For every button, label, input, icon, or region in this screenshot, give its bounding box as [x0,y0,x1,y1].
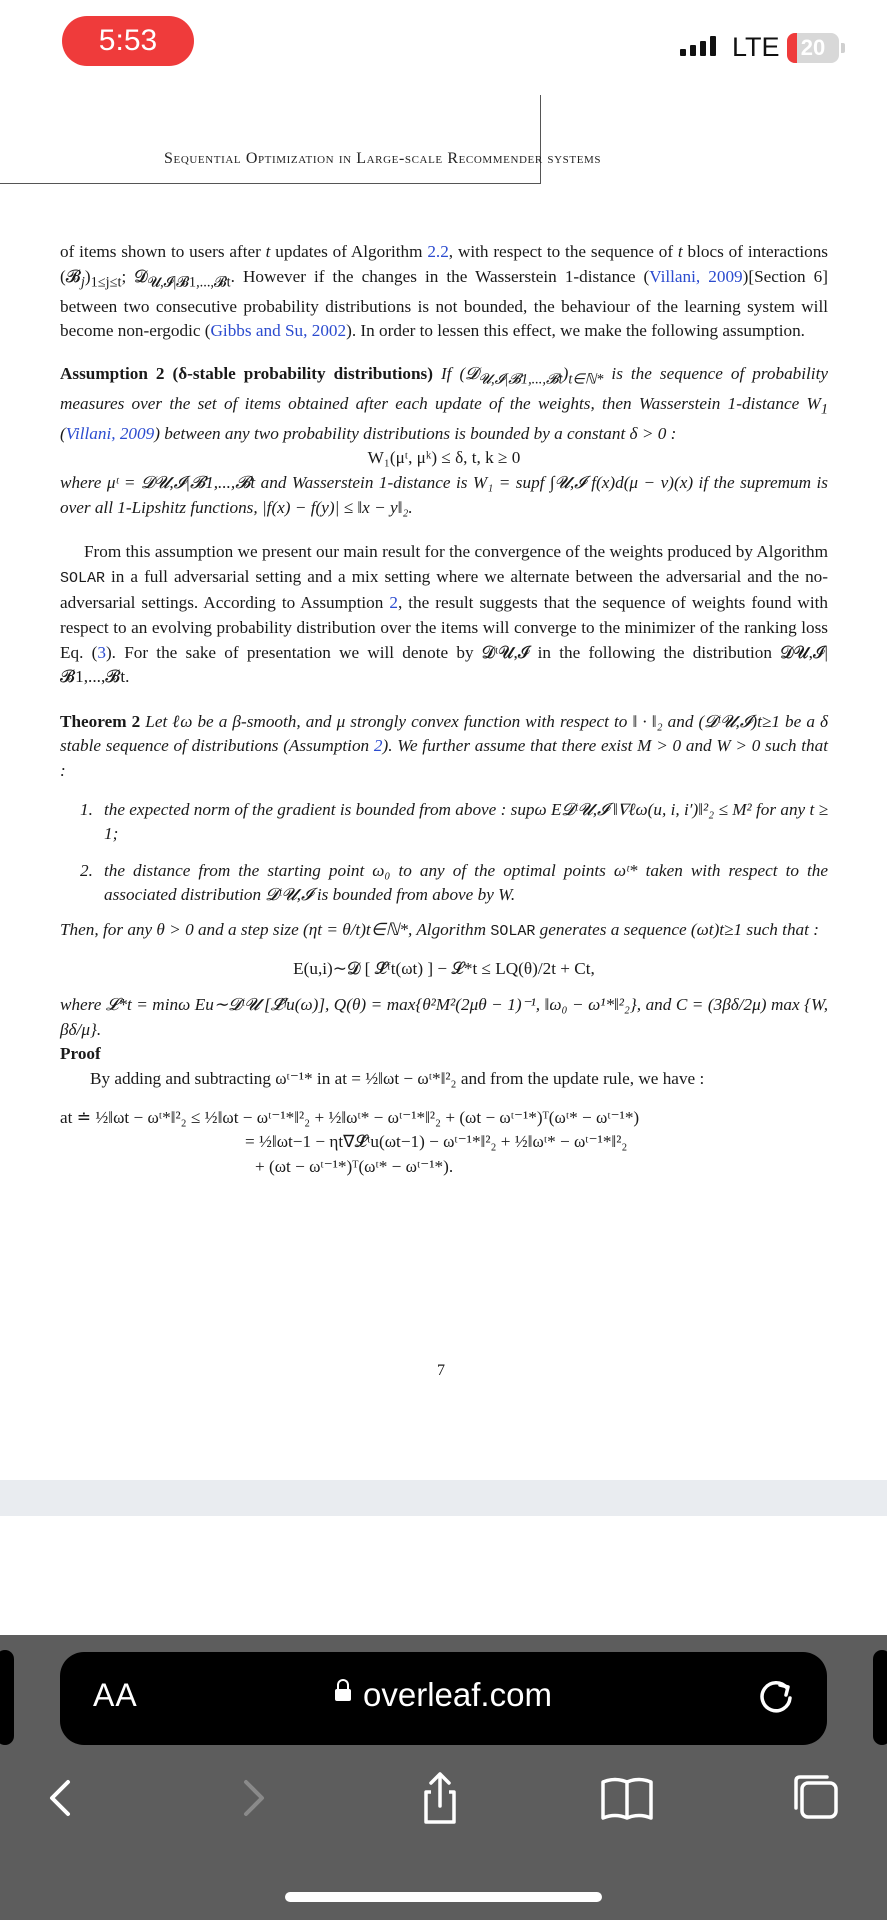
status-bar [0,0,887,95]
text: t∈ℕ* [568,371,604,388]
lock-icon [335,1689,351,1701]
theorem-label: Theorem 2 [60,711,141,731]
battery-tip [841,43,845,53]
proof-equation-line-1: at ≐ ½‖ωt − ωᵗ*‖²₂ ≤ ½‖ωt − ωᵗ⁻¹*‖²₂ + ½‖ωᵗ* − ωᵗ⁻¹*‖²₂ + (ωt − ωᵗ⁻¹*)ᵀ(ωᵗ* − ωᵗ⁻¹*) [60,1107,640,1127]
theorem-conclusion [60,918,828,945]
text: Then, for any θ > 0 and a step size (ηt = θ/t)t∈ℕ*, Algorithm [60,919,491,939]
assumption-label: Assumption 2 (δ-stable probability distributions) [60,363,433,383]
text: ) [84,266,91,286]
back-icon[interactable] [32,1768,92,1828]
text: ; 𝓓 [121,266,148,286]
paragraph-main-result [60,540,828,690]
text: . However if the changes in the Wasserstein 1-distance ( [230,266,650,286]
text: , with respect to the sequence of [448,242,678,261]
text: ). We further assume that there exist M > 0 and W > 0 such that : [60,736,828,780]
link-gibbs-su[interactable]: Gibbs and Su, 2002 [210,321,347,341]
link-equation[interactable]: 3 [97,642,106,662]
text: 𝓤,𝓘|𝓑1,...,𝓑t [478,371,563,388]
text: generates a sequence (ωt)t≥1 such that : [535,919,819,939]
proof-equation-line-2: = ½‖ωt−1 − ηt∇𝓛̂ᵗu(ωt−1) − ωᵗ⁻¹*‖²₂ + ½‖ωᵗ* − ωᵗ⁻¹*‖²₂ [245,1132,628,1152]
running-head: Sequential Optimization in Large-scale Recommender systems [164,150,602,167]
reload-icon[interactable] [753,1674,799,1720]
proof-label: Proof [60,1044,101,1064]
link-assumption[interactable]: 2 [389,593,398,613]
network-type: LTE [732,32,780,62]
link-villani-2[interactable]: Villani, 2009 [65,423,155,443]
proof-equation-line-3: + (ωt − ωᵗ⁻¹*)ᵀ(ωᵗ* − ωᵗ⁻¹*). [255,1156,454,1176]
text: ) between any two probability distributions is bounded by a constant δ > 0 : [154,423,677,443]
algorithm-name: SOLAR [60,569,106,587]
assumption-block [60,362,828,447]
text: From this assumption we present our main result for the convergence of the weights produced by Algorithm [84,542,828,562]
text: ). In order to lessen this effect, we make the following assumption. [346,321,805,341]
text: blocs of interactions (𝓑 [60,242,828,286]
status-time: 5:53 [98,24,158,57]
text: ( [60,423,66,443]
algorithm-name: SOLAR [490,922,536,940]
list-number: 2. [80,860,93,880]
previous-tab-edge[interactable] [0,1650,14,1745]
page-number: 7 [437,1362,445,1379]
link-villani[interactable]: Villani, 2009 [649,266,743,286]
text: is the sequence of probability measures over the set of items obtained after each update of the weights, then Wasserstein 1-distance W [60,363,828,413]
assumption-where: where μᵗ = 𝓓𝓤,𝓘|𝓑1,...,𝓑t and Wasserstein 1-distance is W₁ = supf ∫𝓤,𝓘 f(x)d(μ − ν)(x) if the supremum is over all 1-Lipshitz functions, |f(x) − f(y)| ≤ ‖x − y‖₂. [60,473,828,517]
text: t [265,242,271,261]
proof-intro: By adding and subtracting ωᵗ⁻¹* in at = ½‖ωt − ωᵗ*‖²₂ and from the update rule, we have : [90,1068,705,1088]
cellular-signal-icon [680,36,716,56]
pdf-page-content [60,240,828,1179]
list-text: the distance from the starting point ω₀ to any of the optimal points ωᵗ* taken with respect to the associated distribution 𝓓ᵗ𝓤,𝓘 is bounded from above by W. [104,860,828,905]
list-item [80,859,828,908]
bookmarks-icon[interactable] [597,1768,657,1828]
text: , the result suggests that the sequence of weights found with respect to an evolving probability distribution over the items will converge to the minimizer of the ranking loss Eq. ( [60,593,828,662]
link-algorithm[interactable]: 2.2 [427,242,449,261]
text: 𝓤,𝓘|𝓑1,...,𝓑t [147,274,231,291]
text: t [677,242,683,261]
next-tab-edge[interactable] [873,1650,887,1745]
text: j [80,274,85,291]
share-icon[interactable] [410,1768,470,1828]
address-bar[interactable] [60,1652,827,1745]
list-number: 1. [80,799,93,819]
forward-icon[interactable] [222,1768,282,1828]
text: of items shown to users after [60,242,266,261]
equation-wasserstein: W₁(μᵗ, μᵏ) ≤ δ, t, k ≥ 0 [367,448,521,468]
text: If (𝓓 [440,363,479,383]
text: )[Section 6] between two consecutive probability distributions is not bounded, the behaviour of the learning system will become non-ergodic ( [60,266,828,341]
paragraph-intro [60,240,828,344]
battery-icon [787,33,839,63]
page-separator [0,1480,887,1516]
text: in a full adversarial setting and a mix setting where we alternate between the adversarial and the no-adversarial settings. According to Assumption [60,566,828,613]
theorem-where: where 𝓛*t = minω Eu∼𝓓ᵗ𝓤 [𝓛̂ᶠu(ω)], Q(θ) = max{θ²M²(2μθ − 1)⁻¹, ‖ω₀ − ω¹*‖²₂}, and C = (3βδ/2μ) max {W, βδ/μ}. [60,995,828,1039]
time-pill[interactable] [62,16,194,66]
text: 1≤j≤t [90,274,122,291]
battery-level: 20 [800,35,826,60]
link-assumption-2[interactable]: 2 [373,736,383,756]
list-text: the expected norm of the gradient is bounded from above : supω E𝓓ᵗ𝓤,𝓘 ‖∇ℓω(u, i, i′)‖²₂ ≤ M² for any t ≥ 1; [104,799,828,844]
url-display[interactable] [60,1676,827,1714]
theorem-block [60,710,828,784]
text: ) [562,363,569,383]
text: 1 [820,401,828,418]
equation-bound: E(u,i)∼𝓓 [ 𝓛̂ᶠt(ωt) ] − 𝓛*t ≤ LQ(θ)/2t + Ct, [293,958,595,978]
text: ). For the sake of presentation we will denote by 𝓓ᵗ𝓤,𝓘 in the following the distribution 𝓓𝓤,𝓘|𝓑1,...,𝓑t. [60,642,828,687]
text: Let ℓω be a β-smooth, and μ strongly convex function with respect to ‖ · ‖₂ and (𝓓ᵗ𝓤,𝓘)t≥1 be a δ stable sequence of distributions (Assumption [60,711,828,756]
url-text: overleaf.com [363,1676,552,1713]
tabs-icon[interactable] [785,1768,845,1828]
home-indicator[interactable] [285,1892,602,1902]
text: updates of Algorithm [270,242,428,261]
list-item [80,798,828,847]
text-size-button[interactable]: AA [93,1677,138,1713]
header-divider-box [0,95,541,184]
